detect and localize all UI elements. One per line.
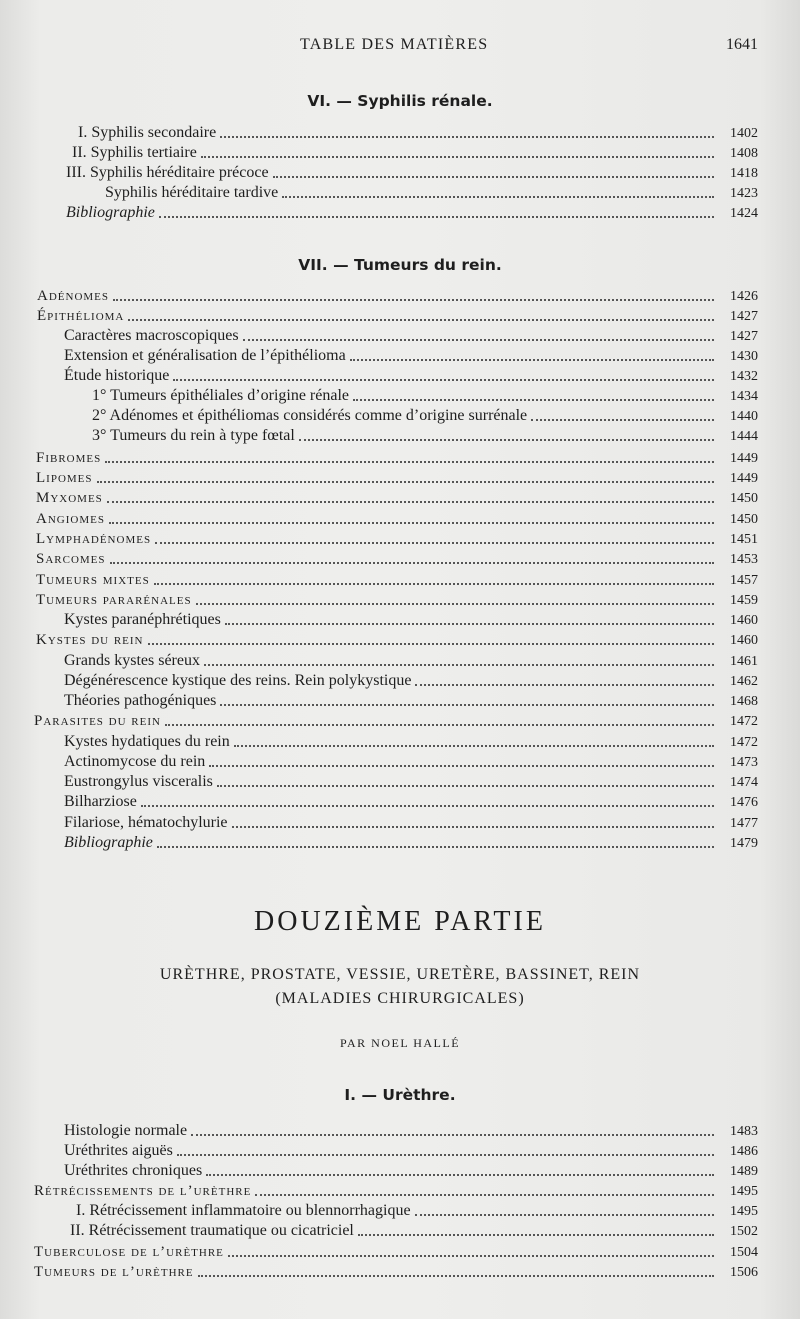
toc-entry-label: 1° Tumeurs épithéliales d’origine rénale xyxy=(92,387,350,404)
leader-dots xyxy=(157,846,714,848)
toc-entry-page: 1483 xyxy=(730,1124,758,1139)
toc-entry-page: 1449 xyxy=(730,451,758,466)
leader-dots xyxy=(220,704,714,706)
toc-entry-page: 1479 xyxy=(730,836,758,851)
part-subtitle: URÈTHRE, PROSTATE, VESSIE, URETÈRE, BASSINET, REIN xyxy=(159,966,641,983)
leader-dots xyxy=(234,745,714,747)
toc-entry[interactable] xyxy=(64,691,758,711)
toc-entry-label: Tumeurs mixtes xyxy=(36,572,150,588)
toc-entry[interactable] xyxy=(36,468,758,488)
toc-entry-label: Bibliographie xyxy=(64,834,153,851)
toc-entry[interactable] xyxy=(64,1141,758,1161)
toc-entry[interactable] xyxy=(36,570,758,590)
toc-entry-page: 1432 xyxy=(730,369,758,384)
toc-entry-label: Myxomes xyxy=(36,490,103,506)
toc-entry-page: 1424 xyxy=(730,206,758,221)
toc-entry-label: Filariose, hématochylurie xyxy=(64,814,228,831)
leader-dots xyxy=(165,724,714,726)
leader-dots xyxy=(154,583,714,585)
toc-entry[interactable] xyxy=(105,183,758,203)
toc-entry-page: 1462 xyxy=(730,674,758,689)
leader-dots xyxy=(177,1154,714,1156)
section-vi-heading: VI. — Syphilis rénale. xyxy=(307,92,493,110)
toc-entry-page: 1457 xyxy=(730,573,758,588)
toc-entry-page: 1472 xyxy=(730,735,758,750)
toc-entry[interactable] xyxy=(36,529,758,549)
leader-dots xyxy=(141,805,714,807)
leader-dots xyxy=(243,339,714,341)
toc-entry-page: 1461 xyxy=(730,654,758,669)
toc-entry-page: 1427 xyxy=(730,329,758,344)
leader-dots xyxy=(155,542,714,544)
leader-dots xyxy=(299,439,714,441)
toc-entry[interactable] xyxy=(36,630,758,650)
leader-dots xyxy=(209,765,714,767)
toc-entry-number: I. xyxy=(78,124,88,141)
toc-entry[interactable] xyxy=(64,1121,758,1141)
leader-dots xyxy=(220,136,714,138)
toc-entry-label: Histologie normale xyxy=(64,1122,188,1139)
toc-entry-page: 1502 xyxy=(730,1224,758,1239)
toc-entry[interactable] xyxy=(64,732,758,752)
leader-dots xyxy=(97,481,714,483)
toc-entry-page: 1450 xyxy=(730,512,758,527)
leader-dots xyxy=(415,1214,714,1216)
toc-entry-label: Kystes hydatiques du rein xyxy=(64,733,230,750)
toc-entry-bibliography[interactable] xyxy=(66,203,758,223)
toc-entry-page: 1418 xyxy=(730,166,758,181)
toc-entry[interactable] xyxy=(64,346,758,366)
toc-entry-label: Fibromes xyxy=(36,450,102,466)
toc-entry[interactable] xyxy=(64,326,758,346)
toc-entry-label: Kystes paranéphrétiques xyxy=(64,611,221,628)
leader-dots xyxy=(273,176,714,178)
toc-entry-page: 1402 xyxy=(730,126,758,141)
toc-entry-label: 2° Adénomes et épithéliomas considérés comme d’origine surrénale xyxy=(92,407,528,424)
toc-entry-page: 1473 xyxy=(730,755,758,770)
toc-entry[interactable] xyxy=(37,306,758,326)
toc-entry-label: Tuberculose de l’urèthre xyxy=(34,1244,224,1260)
toc-entry[interactable] xyxy=(64,1161,758,1181)
leader-dots xyxy=(196,603,714,605)
toc-entry-label: Caractères macroscopiques xyxy=(64,327,239,344)
toc-entry[interactable] xyxy=(70,1221,758,1241)
toc-entry-page: 1430 xyxy=(730,349,758,364)
toc-entry-label: Épithélioma xyxy=(37,308,125,324)
toc-entry-label: Parasites du rein xyxy=(34,713,161,729)
toc-entry-label: Lymphadénomes xyxy=(36,531,152,547)
leader-dots xyxy=(105,461,714,463)
leader-dots xyxy=(232,826,714,828)
toc-entry-page: 1450 xyxy=(730,491,758,506)
toc-entry-label: Kystes du rein xyxy=(36,632,144,648)
toc-entry-label: III. Syphilis héréditaire précoce xyxy=(66,164,269,181)
toc-entry-page: 1444 xyxy=(730,429,758,444)
toc-entry[interactable] xyxy=(76,1201,758,1221)
toc-entry[interactable] xyxy=(64,366,758,386)
part-subtitle-parenthetical: (MALADIES CHIRURGICALES) xyxy=(275,990,525,1007)
leader-dots xyxy=(113,299,714,301)
toc-entry[interactable] xyxy=(64,651,758,671)
toc-entry-page: 1474 xyxy=(730,775,758,790)
leader-dots xyxy=(415,684,714,686)
toc-entry-page: 1489 xyxy=(730,1164,758,1179)
leader-dots xyxy=(148,643,714,645)
toc-entry[interactable] xyxy=(37,286,758,306)
toc-entry[interactable] xyxy=(64,610,758,630)
section-vii-heading: VII. — Tumeurs du rein. xyxy=(298,256,502,274)
leader-dots xyxy=(350,359,714,361)
toc-entry-page: 1449 xyxy=(730,471,758,486)
toc-entry[interactable] xyxy=(36,549,758,569)
toc-entry-label: II. Syphilis tertiaire xyxy=(72,144,197,161)
running-head-page-number: 1641 xyxy=(726,36,758,53)
toc-entry-label: Bibliographie xyxy=(66,204,155,221)
toc-entry-label: Tumeurs de l’urèthre xyxy=(34,1264,194,1280)
toc-entry-page: 1426 xyxy=(730,289,758,304)
toc-entry-page: 1472 xyxy=(730,714,758,729)
toc-entry-number: III. xyxy=(66,164,86,181)
toc-entry[interactable] xyxy=(64,792,758,812)
toc-entry[interactable] xyxy=(34,1262,758,1282)
toc-entry-label: Angiomes xyxy=(36,511,105,527)
toc-entry-page: 1476 xyxy=(730,795,758,810)
toc-entry-page: 1495 xyxy=(730,1204,758,1219)
toc-entry[interactable] xyxy=(92,406,758,426)
toc-entry-label: Adénomes xyxy=(37,288,110,304)
toc-entry-label: Uréthrites aiguës xyxy=(64,1142,173,1159)
leader-dots xyxy=(225,623,714,625)
toc-entry[interactable] xyxy=(92,386,758,406)
toc-entry[interactable] xyxy=(34,1242,758,1262)
toc-entry-label: Extension et généralisation de l’épithélioma xyxy=(64,347,346,364)
toc-entry-page: 1495 xyxy=(730,1184,758,1199)
leader-dots xyxy=(110,562,714,564)
toc-entry-page: 1477 xyxy=(730,816,758,831)
toc-entry-page: 1440 xyxy=(730,409,758,424)
toc-entry-page: 1434 xyxy=(730,389,758,404)
leader-dots xyxy=(191,1134,714,1136)
toc-entry-label: Eustrongylus visceralis xyxy=(64,773,213,790)
toc-entry[interactable] xyxy=(36,509,758,529)
toc-entry[interactable] xyxy=(92,426,758,446)
toc-entry[interactable] xyxy=(64,813,758,833)
toc-entry[interactable] xyxy=(64,671,758,691)
toc-entry[interactable] xyxy=(34,711,758,731)
toc-entry[interactable] xyxy=(78,123,758,143)
leader-dots xyxy=(228,1255,714,1257)
toc-entry-number: I. xyxy=(76,1202,86,1219)
toc-entry[interactable] xyxy=(34,1181,758,1201)
toc-entry-page: 1423 xyxy=(730,186,758,201)
toc-entry-label: 3° Tumeurs du rein à type fœtal xyxy=(92,427,295,444)
leader-dots xyxy=(282,196,714,198)
toc-entry-label: I. Syphilis secondaire xyxy=(78,124,217,141)
toc-entry-label: I. Rétrécissement inflammatoire ou blennorrhagique xyxy=(76,1202,411,1219)
part-author: PAR NOEL HALLÉ xyxy=(339,1036,461,1050)
toc-entry-label: Dégénérescence kystique des reins. Rein polykystique xyxy=(64,672,412,689)
toc-entry-label: Syphilis héréditaire tardive xyxy=(105,184,279,201)
toc-entry-page: 1459 xyxy=(730,593,758,608)
section-i-heading: I. — Urèthre. xyxy=(344,1086,456,1104)
leader-dots xyxy=(198,1275,714,1277)
leader-dots xyxy=(201,156,714,158)
toc-entry[interactable] xyxy=(72,143,758,163)
toc-entry-page: 1408 xyxy=(730,146,758,161)
leader-dots xyxy=(358,1234,714,1236)
toc-entry-page: 1427 xyxy=(730,309,758,324)
toc-entry[interactable] xyxy=(64,772,758,792)
toc-entry-label: Uréthrites chroniques xyxy=(64,1162,203,1179)
leader-dots xyxy=(173,379,714,381)
toc-entry-page: 1460 xyxy=(730,633,758,648)
toc-entry[interactable] xyxy=(66,163,758,183)
running-head xyxy=(0,36,800,58)
toc-entry-label: Sarcomes xyxy=(36,551,106,567)
toc-entry-label: II. Rétrécissement traumatique ou cicatriciel xyxy=(70,1222,354,1239)
leader-dots xyxy=(531,419,714,421)
toc-entry-label: Étude historique xyxy=(64,367,170,384)
leader-dots xyxy=(128,319,714,321)
leader-dots xyxy=(107,501,714,503)
leader-dots xyxy=(204,664,714,666)
toc-entry[interactable] xyxy=(36,590,758,610)
toc-entry-label: Rétrécissements de l’urèthre xyxy=(34,1183,252,1199)
leader-dots xyxy=(206,1174,714,1176)
toc-entry-label: Lipomes xyxy=(36,470,93,486)
toc-entry[interactable] xyxy=(36,448,758,468)
part-title: DOUZIÈME PARTIE xyxy=(254,906,546,937)
toc-entry-page: 1460 xyxy=(730,613,758,628)
toc-entry-number: II. xyxy=(70,1222,85,1239)
toc-entry-label: Actinomycose du rein xyxy=(64,753,206,770)
toc-entry-label: Théories pathogéniques xyxy=(64,692,217,709)
toc-entry-page: 1506 xyxy=(730,1265,758,1280)
toc-entry-page: 1486 xyxy=(730,1144,758,1159)
running-head-title: TABLE DES MATIÈRES xyxy=(300,36,489,53)
leader-dots xyxy=(255,1194,714,1196)
toc-entry-page: 1451 xyxy=(730,532,758,547)
toc-entry[interactable] xyxy=(64,752,758,772)
toc-entry-label: Tumeurs pararénales xyxy=(36,592,192,608)
toc-entry-page: 1504 xyxy=(730,1245,758,1260)
toc-entry-number: II. xyxy=(72,144,87,161)
toc-entry-label: Bilharziose xyxy=(64,793,137,810)
toc-entry-label: Grands kystes séreux xyxy=(64,652,200,669)
toc-entry-bibliography[interactable] xyxy=(64,833,758,853)
leader-dots xyxy=(217,785,714,787)
leader-dots xyxy=(159,216,714,218)
toc-entry-page: 1453 xyxy=(730,552,758,567)
toc-entry[interactable] xyxy=(36,488,758,508)
leader-dots xyxy=(353,399,714,401)
leader-dots xyxy=(109,522,714,524)
toc-entry-page: 1468 xyxy=(730,694,758,709)
